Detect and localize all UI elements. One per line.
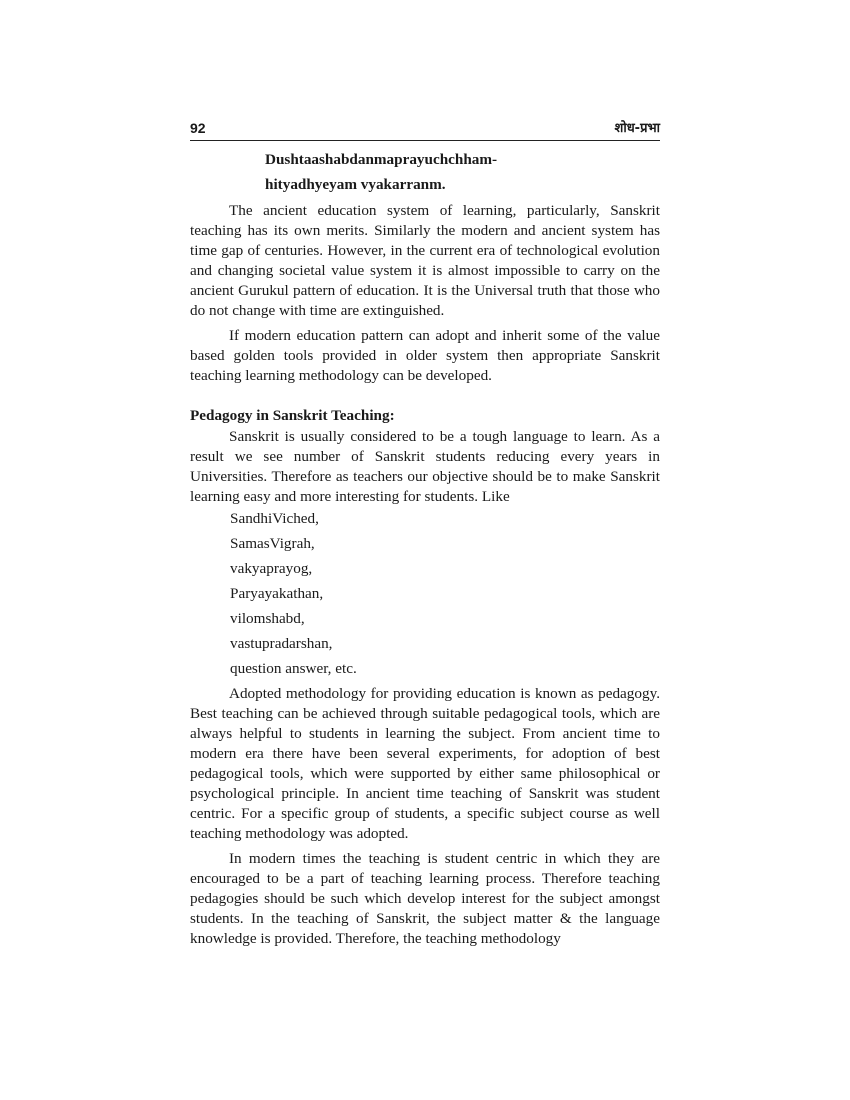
list-item: question answer, etc. — [230, 660, 357, 677]
list-item: SamasVigrah, — [230, 535, 315, 552]
method-list — [230, 509, 660, 679]
journal-name: शोध-प्रभा — [614, 121, 660, 136]
body-paragraph-2: If modern education pattern can adopt and inherit some of the value based golden tools provided in older system then appropriate Sanskrit teaching learning methodology can be developed. — [190, 327, 660, 384]
list-item: Paryayakathan, — [230, 585, 324, 602]
verse-line-2: hityadhyeyam vyakarranm. — [265, 176, 446, 193]
section-heading: Pedagogy in Sanskrit Teaching: — [190, 407, 395, 424]
list-item: vilomshabd, — [230, 610, 305, 627]
page-content — [190, 115, 660, 949]
list-item: vakyaprayog, — [230, 560, 313, 577]
body-paragraph-5: In modern times the teaching is student centric in which they are encouraged to be a part of teaching learning process. Therefore teaching pedagogies should be such which develop interest for the subject amongst students. In the teaching of Sanskrit, the subject matter & the language knowledge is provided. Therefore, the teaching methodology — [190, 850, 660, 947]
verse-line-1: Dushtaashabdanmaprayuchchham- — [265, 151, 498, 168]
body-paragraph-1: The ancient education system of learning, particularly, Sanskrit teaching has its own merits. Similarly the modern and ancient system has time gap of centuries. However, in the current era of technological evolution and changing societal value system it is almost impossible to carry on the ancient Gurukul pattern of education. It is the Universal truth that those who do not change with time are extinguished. — [190, 202, 660, 319]
list-item: SandhiViched, — [230, 510, 319, 527]
sanskrit-verse — [265, 147, 660, 197]
body-paragraph-3: Sanskrit is usually considered to be a tough language to learn. As a result we see number of Sanskrit students reducing every years in Universities. Therefore as teachers our objective should be to make Sanskrit learning easy and more interesting for students. Like — [190, 428, 660, 505]
list-item: vastupradarshan, — [230, 635, 333, 652]
body-paragraph-4: Adopted methodology for providing education is known as pedagogy. Best teaching can be achieved through suitable pedagogical tools, which are always helpful to students in learning the subject. From ancient time to modern era there have been several experiments, for adoption of best pedagogical tools, which were supported by either same philosophical or psychological principle. In ancient time teaching of Sanskrit was student centric. For a specific group of students, a specific subject course as well teaching methodology was adopted. — [190, 685, 660, 842]
page-number: 92 — [190, 120, 206, 136]
running-header — [190, 115, 660, 141]
